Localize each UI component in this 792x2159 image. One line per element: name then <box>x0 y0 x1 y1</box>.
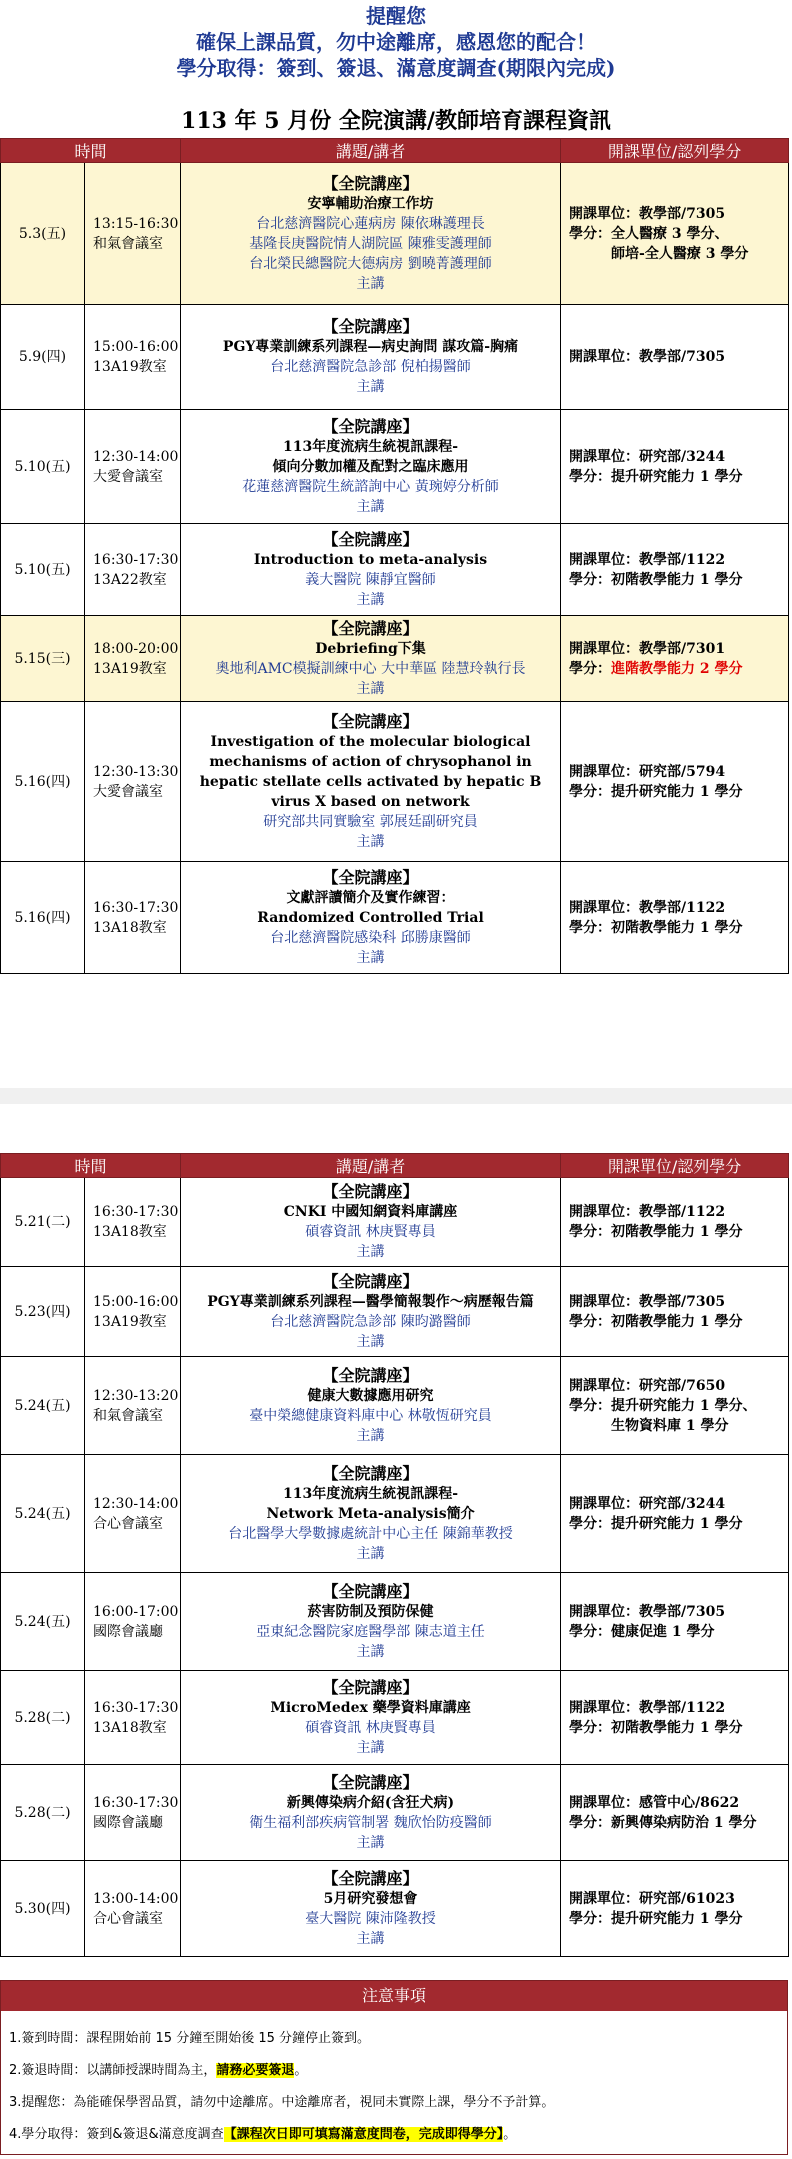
session-topic-cell <box>181 862 561 974</box>
session-date: 5.16(四) <box>1 862 85 974</box>
credit-line <box>569 1909 788 1929</box>
session-unit-cell <box>561 410 789 524</box>
unit-line <box>569 762 788 782</box>
reminder-line-3: 學分取得：簽到、簽退、滿意度調查(期限內完成) <box>176 56 616 80</box>
note-text: 。 <box>503 2127 517 2142</box>
credit-value: 提升研究能力 1 學分 <box>611 1515 743 1532</box>
unit-value: 教學部/1122 <box>639 899 726 916</box>
session-speaker: 花蓮慈濟醫院生統諮詢中心 黃琬婷分析師 <box>242 478 499 495</box>
session-row <box>1 305 789 410</box>
session-row <box>1 1765 789 1861</box>
session-topic-cell <box>181 616 561 702</box>
session-room: 13A18教室 <box>93 1224 167 1240</box>
unit-value: 研究部/3244 <box>639 1495 726 1512</box>
credit-value: 提升研究能力 1 學分 <box>611 1910 743 1927</box>
unit-label: 開課單位： <box>569 1794 640 1811</box>
note-item-4 <box>9 2119 779 2151</box>
session-speaker: 台北榮民總醫院大德病房 劉曉菁護理師 <box>249 255 492 272</box>
session-time-cell <box>85 1671 181 1765</box>
session-room: 合心會議室 <box>93 1910 163 1927</box>
session-time: 16:30-17:30 <box>93 1794 179 1811</box>
unit-value: 教學部/1122 <box>639 551 726 568</box>
note-text: 1.簽到時間：課程開始前 15 分鐘至開始後 15 分鐘停止簽到。 <box>9 2031 371 2046</box>
session-unit-cell <box>561 1267 789 1357</box>
note-text: 。 <box>294 2063 308 2078</box>
unit-value: 感管中心/8622 <box>639 1794 740 1811</box>
session-kind: 【全院講座】 <box>322 1581 419 1601</box>
session-time: 12:30-14:00 <box>93 448 179 465</box>
credit-line <box>569 1312 788 1332</box>
table-header-row <box>1 1154 789 1178</box>
notes-header: 注意事項 <box>1 1981 787 2011</box>
credit-line <box>569 782 788 802</box>
session-row <box>1 1267 789 1357</box>
session-time: 18:00-20:00 <box>93 640 179 657</box>
session-speaker: 亞東紀念醫院家庭醫學部 陳志道主任 <box>256 1623 485 1640</box>
credit-line <box>569 1622 788 1642</box>
schedule-table-1 <box>0 138 789 974</box>
session-time-cell <box>85 1573 181 1671</box>
session-time: 12:30-13:20 <box>93 1387 179 1404</box>
session-role: 主講 <box>356 379 385 395</box>
credit-label: 學分： <box>569 1814 612 1831</box>
credit-label: 學分： <box>569 1719 612 1736</box>
session-date: 5.10(五) <box>1 410 85 524</box>
session-speaker: 奧地利AMC模擬訓練中心 大中華區 陸慧玲執行長 <box>215 660 526 677</box>
unit-line <box>569 204 788 224</box>
credit-line <box>569 1813 788 1833</box>
session-role: 主講 <box>356 1244 385 1260</box>
unit-line <box>569 1793 788 1813</box>
session-title: 菸害防制及預防保健 <box>307 1603 434 1620</box>
session-unit-cell <box>561 1178 789 1267</box>
session-role: 主講 <box>356 1333 385 1350</box>
session-unit-cell <box>561 305 789 410</box>
schedule-table-2 <box>0 1153 789 1957</box>
col-unit-header: 開課單位/認列學分 <box>561 139 789 163</box>
session-role: 主講 <box>356 1545 385 1562</box>
unit-label: 開課單位： <box>569 1377 640 1394</box>
unit-label: 開課單位： <box>569 349 640 365</box>
session-row <box>1 410 789 524</box>
session-role: 主講 <box>356 1427 385 1444</box>
session-date: 5.30(四) <box>1 1861 85 1957</box>
page-break <box>0 1088 792 1104</box>
unit-line <box>569 1602 788 1622</box>
session-date: 5.24(五) <box>1 1573 85 1671</box>
session-title: 113年度流病生統視訊課程- 傾向分數加權及配對之臨床應用 <box>272 438 469 475</box>
note-text: 3.提醒您：為能確保學習品質，請勿中途離席。中途離席者，視同未實際上課，學分不予計算。 <box>9 2095 555 2110</box>
col-topic-header: 講題/講者 <box>181 139 561 163</box>
session-date: 5.24(五) <box>1 1455 85 1573</box>
credit-line <box>569 570 788 590</box>
session-unit-cell <box>561 702 789 862</box>
unit-line <box>569 347 788 367</box>
credit-value: 進階教學能力 2 學分 <box>611 660 743 677</box>
session-time: 12:30-14:00 <box>93 1495 179 1512</box>
unit-line <box>569 550 788 570</box>
unit-line <box>569 1202 788 1222</box>
session-time: 13:00-14:00 <box>93 1890 179 1907</box>
session-title: MicroMedex 藥學資料庫講座 <box>270 1699 471 1716</box>
reminder-line-1: 提醒您 <box>366 4 426 28</box>
credit-value: 新興傳染病防治 1 學分 <box>611 1814 757 1831</box>
session-speaker: 臺中榮總健康資料庫中心 林敬恆研究員 <box>249 1407 492 1424</box>
session-time-cell <box>85 1861 181 1957</box>
unit-label: 開課單位： <box>569 1204 640 1220</box>
session-unit-cell <box>561 862 789 974</box>
session-role: 主講 <box>356 680 385 697</box>
unit-line <box>569 1889 788 1909</box>
unit-value: 研究部/7650 <box>639 1377 726 1394</box>
credit-label: 學分： <box>569 919 612 936</box>
notes-list <box>1 2011 787 2151</box>
page-title: 113 年 5 月份 全院演講/教師培育課程資訊 <box>181 108 611 134</box>
credit-line <box>569 1222 788 1242</box>
unit-value: 研究部/5794 <box>639 763 726 780</box>
session-date: 5.16(四) <box>1 702 85 862</box>
session-row <box>1 1455 789 1573</box>
unit-label: 開課單位： <box>569 640 640 657</box>
session-room: 和氣會議室 <box>93 1407 163 1424</box>
session-kind: 【全院講座】 <box>322 867 419 887</box>
session-topic-cell <box>181 1267 561 1357</box>
unit-label: 開課單位： <box>569 763 640 780</box>
reminder-line-2: 確保上課品質，勿中途離席，感恩您的配合！ <box>196 30 596 54</box>
session-date: 5.10(五) <box>1 524 85 616</box>
session-unit-cell <box>561 616 789 702</box>
session-title: 文獻評讀簡介及實作練習： Randomized Controlled Trial <box>257 889 484 926</box>
session-row <box>1 1573 789 1671</box>
unit-label: 開課單位： <box>569 1890 640 1907</box>
session-row <box>1 524 789 616</box>
session-kind: 【全院講座】 <box>322 1677 419 1697</box>
session-topic-cell <box>181 1765 561 1861</box>
session-unit-cell <box>561 1573 789 1671</box>
credit-label: 學分： <box>569 1313 612 1330</box>
session-role: 主講 <box>356 1643 385 1660</box>
credit-line <box>569 1514 788 1534</box>
session-title: 113年度流病生統視訊課程- Network Meta-analysis簡介 <box>266 1485 475 1522</box>
unit-label: 開課單位： <box>569 448 640 465</box>
unit-label: 開課單位： <box>569 205 640 222</box>
credit-value: 全人醫療 3 學分、 師培-全人醫療 3 學分 <box>611 225 749 262</box>
session-time-cell <box>85 524 181 616</box>
col-time-header: 時間 <box>1 139 181 163</box>
col-unit-header: 開課單位/認列學分 <box>561 1154 789 1178</box>
unit-value: 教學部/7305 <box>639 349 726 365</box>
note-text: 2.簽退時間：以講師授課時間為主， <box>9 2063 217 2078</box>
session-topic-cell <box>181 163 561 305</box>
session-title: CNKI 中國知網資料庫講座 <box>283 1204 458 1220</box>
session-unit-cell <box>561 1861 789 1957</box>
credit-value: 初階教學能力 1 學分 <box>611 571 743 588</box>
session-time: 15:00-16:00 <box>93 339 179 355</box>
credit-line <box>569 467 788 487</box>
session-unit-cell <box>561 1455 789 1573</box>
session-date: 5.24(五) <box>1 1357 85 1455</box>
session-title: 安寧輔助治療工作坊 <box>307 195 434 212</box>
unit-value: 教學部/7305 <box>639 205 726 222</box>
session-time-cell <box>85 1267 181 1357</box>
credit-value: 初階教學能力 1 學分 <box>611 1719 743 1736</box>
unit-value: 教學部/7305 <box>639 1293 726 1310</box>
unit-value: 教學部/7305 <box>639 1603 726 1620</box>
credit-value: 提升研究能力 1 學分、 生物資料庫 1 學分 <box>611 1397 757 1434</box>
session-topic-cell <box>181 1455 561 1573</box>
session-time-cell <box>85 616 181 702</box>
session-speaker: 台北醫學大學數據處統計中心主任 陳錦華教授 <box>228 1525 513 1542</box>
session-date: 5.9(四) <box>1 305 85 410</box>
session-time-cell <box>85 1765 181 1861</box>
session-time: 16:30-17:30 <box>93 1204 179 1220</box>
session-title: Investigation of the molecular biological mechanisms of action of chrysophanol in hepatic stellate cells activated by hepatic B virus X based on network <box>199 733 542 810</box>
col-topic-header: 講題/講者 <box>181 1154 561 1178</box>
session-time-cell <box>85 862 181 974</box>
table-header-row <box>1 139 789 163</box>
session-role: 主講 <box>356 949 385 966</box>
session-topic-cell <box>181 702 561 862</box>
unit-label: 開課單位： <box>569 1293 640 1310</box>
session-room: 國際會議廳 <box>93 1623 163 1640</box>
session-row <box>1 1861 789 1957</box>
session-time-cell <box>85 305 181 410</box>
session-row <box>1 1357 789 1455</box>
unit-line <box>569 639 788 659</box>
session-room: 13A19教室 <box>93 1313 167 1330</box>
session-room: 國際會議廳 <box>93 1814 163 1831</box>
reminder-banner <box>0 0 792 82</box>
credit-label: 學分： <box>569 660 612 677</box>
session-speaker: 碩睿資訊 林庚賢專員 <box>305 1719 436 1736</box>
note-text: 4.學分取得：簽到&簽退&滿意度調查 <box>9 2127 224 2142</box>
session-time: 16:30-17:30 <box>93 551 179 568</box>
session-room: 13A19教室 <box>93 359 167 375</box>
unit-line <box>569 1494 788 1514</box>
unit-value: 研究部/61023 <box>639 1890 735 1907</box>
session-role: 主講 <box>356 833 385 850</box>
session-title: Introduction to meta-analysis <box>253 551 488 568</box>
session-time: 16:30-17:30 <box>93 1699 179 1716</box>
credit-line <box>569 224 788 264</box>
session-unit-cell <box>561 1765 789 1861</box>
note-item-1 <box>9 2023 779 2055</box>
session-topic-cell <box>181 524 561 616</box>
credit-line <box>569 1718 788 1738</box>
session-title: PGY專業訓練系列課程—病史詢問 謀攻篇-胸痛 <box>222 339 519 355</box>
session-speaker: 臺大醫院 陳沛隆教授 <box>305 1910 436 1927</box>
credit-label: 學分： <box>569 1623 612 1640</box>
session-time: 13:15-16:30 <box>93 215 179 232</box>
unit-value: 教學部/1122 <box>639 1204 726 1220</box>
session-date: 5.21(二) <box>1 1178 85 1267</box>
session-speaker: 台北慈濟醫院急診部 倪柏揚醫師 <box>270 359 471 375</box>
credit-label: 學分： <box>569 571 612 588</box>
unit-label: 開課單位： <box>569 1495 640 1512</box>
session-row <box>1 862 789 974</box>
unit-value: 研究部/3244 <box>639 448 726 465</box>
session-kind: 【全院講座】 <box>322 1182 419 1201</box>
session-kind: 【全院講座】 <box>322 317 419 336</box>
credit-value: 提升研究能力 1 學分 <box>611 468 743 485</box>
session-kind: 【全院講座】 <box>322 1868 419 1888</box>
session-kind: 【全院講座】 <box>322 173 419 193</box>
session-kind: 【全院講座】 <box>322 529 419 549</box>
session-topic-cell <box>181 410 561 524</box>
session-speaker: 研究部共同實驗室 郭展廷副研究員 <box>263 813 478 830</box>
credit-value: 初階教學能力 1 學分 <box>611 1224 743 1240</box>
session-topic-cell <box>181 305 561 410</box>
unit-value: 教學部/1122 <box>639 1699 726 1716</box>
credit-label: 學分： <box>569 1515 612 1532</box>
credit-value: 提升研究能力 1 學分 <box>611 783 743 800</box>
credit-line <box>569 918 788 938</box>
unit-label: 開課單位： <box>569 1699 640 1716</box>
session-room: 13A18教室 <box>93 1719 167 1736</box>
session-unit-cell <box>561 1671 789 1765</box>
session-title: PGY專業訓練系列課程—醫學簡報製作～病歷報告篇 <box>207 1293 534 1310</box>
session-kind: 【全院講座】 <box>322 711 419 731</box>
credit-label: 學分： <box>569 1224 612 1240</box>
session-title: 5月研究發想會 <box>323 1890 418 1907</box>
unit-value: 教學部/7301 <box>639 640 726 657</box>
session-role: 主講 <box>356 1739 385 1756</box>
session-time-cell <box>85 1178 181 1267</box>
session-role: 主講 <box>356 591 385 608</box>
session-speaker: 碩睿資訊 林庚賢專員 <box>305 1224 436 1240</box>
note-highlight: 請務必要簽退 <box>216 2063 295 2078</box>
credit-label: 學分： <box>569 1397 612 1414</box>
session-speaker: 台北慈濟醫院急診部 陳昀潞醫師 <box>270 1313 471 1330</box>
unit-line <box>569 1698 788 1718</box>
session-time: 15:00-16:00 <box>93 1293 179 1310</box>
session-kind: 【全院講座】 <box>322 618 419 638</box>
session-time-cell <box>85 1455 181 1573</box>
unit-label: 開課單位： <box>569 899 640 916</box>
session-kind: 【全院講座】 <box>322 1463 419 1483</box>
session-room: 13A18教室 <box>93 919 167 936</box>
session-title: 健康大數據應用研究 <box>307 1387 434 1404</box>
session-row <box>1 616 789 702</box>
session-date: 5.3(五) <box>1 163 85 305</box>
credit-value: 初階教學能力 1 學分 <box>611 1313 743 1330</box>
session-row <box>1 1178 789 1267</box>
unit-line <box>569 1292 788 1312</box>
unit-line <box>569 1376 788 1396</box>
session-speaker: 衛生福利部疾病管制署 魏欣怡防疫醫師 <box>249 1814 492 1831</box>
credit-value: 初階教學能力 1 學分 <box>611 919 743 936</box>
session-unit-cell <box>561 163 789 305</box>
credit-value: 健康促進 1 學分 <box>611 1623 715 1640</box>
session-row <box>1 1671 789 1765</box>
session-time: 12:30-13:30 <box>93 763 179 780</box>
note-item-3 <box>9 2087 779 2119</box>
credit-label: 學分： <box>569 468 612 485</box>
col-time-header: 時間 <box>1 1154 181 1178</box>
session-time-cell <box>85 410 181 524</box>
notes-box <box>0 1980 788 2155</box>
session-topic-cell <box>181 1357 561 1455</box>
session-kind: 【全院講座】 <box>322 1365 419 1385</box>
session-role: 主講 <box>356 1930 385 1947</box>
session-time-cell <box>85 702 181 862</box>
credit-line <box>569 659 788 679</box>
session-kind: 【全院講座】 <box>322 416 419 436</box>
session-room: 大愛會議室 <box>93 783 163 800</box>
session-date: 5.23(四) <box>1 1267 85 1357</box>
session-role: 主講 <box>356 498 385 515</box>
session-row <box>1 163 789 305</box>
session-room: 13A22教室 <box>93 571 167 588</box>
unit-label: 開課單位： <box>569 1603 640 1620</box>
session-title: 新興傳染病介紹(含狂犬病) <box>286 1794 455 1811</box>
session-title: Debriefing下集 <box>315 640 426 657</box>
session-room: 和氣會議室 <box>93 235 163 252</box>
session-date: 5.28(二) <box>1 1765 85 1861</box>
session-role: 主講 <box>356 275 385 292</box>
session-time: 16:00-17:00 <box>93 1603 179 1620</box>
credit-label: 學分： <box>569 1910 612 1927</box>
session-topic-cell <box>181 1573 561 1671</box>
session-time: 16:30-17:30 <box>93 899 179 916</box>
note-item-2 <box>9 2055 779 2087</box>
session-room: 13A19教室 <box>93 660 167 677</box>
session-time-cell <box>85 1357 181 1455</box>
session-topic-cell <box>181 1861 561 1957</box>
credit-line <box>569 1396 788 1436</box>
session-row <box>1 702 789 862</box>
session-speaker: 台北慈濟醫院感染科 邱勝康醫師 <box>270 929 471 946</box>
session-room: 合心會議室 <box>93 1515 163 1532</box>
note-highlight: 【課程次日即可填寫滿意度問卷，完成即得學分】 <box>223 2127 504 2142</box>
session-speaker: 義大醫院 陳靜宜醫師 <box>305 571 436 588</box>
session-unit-cell <box>561 524 789 616</box>
session-date: 5.28(二) <box>1 1671 85 1765</box>
session-room: 大愛會議室 <box>93 468 163 485</box>
session-kind: 【全院講座】 <box>322 1271 419 1291</box>
session-speaker: 基隆長庚醫院情人湖院區 陳雅雯護理師 <box>249 235 492 252</box>
unit-label: 開課單位： <box>569 551 640 568</box>
session-unit-cell <box>561 1357 789 1455</box>
session-topic-cell <box>181 1671 561 1765</box>
credit-label: 學分： <box>569 225 612 242</box>
session-topic-cell <box>181 1178 561 1267</box>
session-role: 主講 <box>356 1834 385 1851</box>
credit-label: 學分： <box>569 783 612 800</box>
session-kind: 【全院講座】 <box>322 1772 419 1792</box>
unit-line <box>569 898 788 918</box>
unit-line <box>569 447 788 467</box>
session-speaker: 台北慈濟醫院心蓮病房 陳依琳護理長 <box>256 215 485 232</box>
session-date: 5.15(三) <box>1 616 85 702</box>
session-time-cell <box>85 163 181 305</box>
